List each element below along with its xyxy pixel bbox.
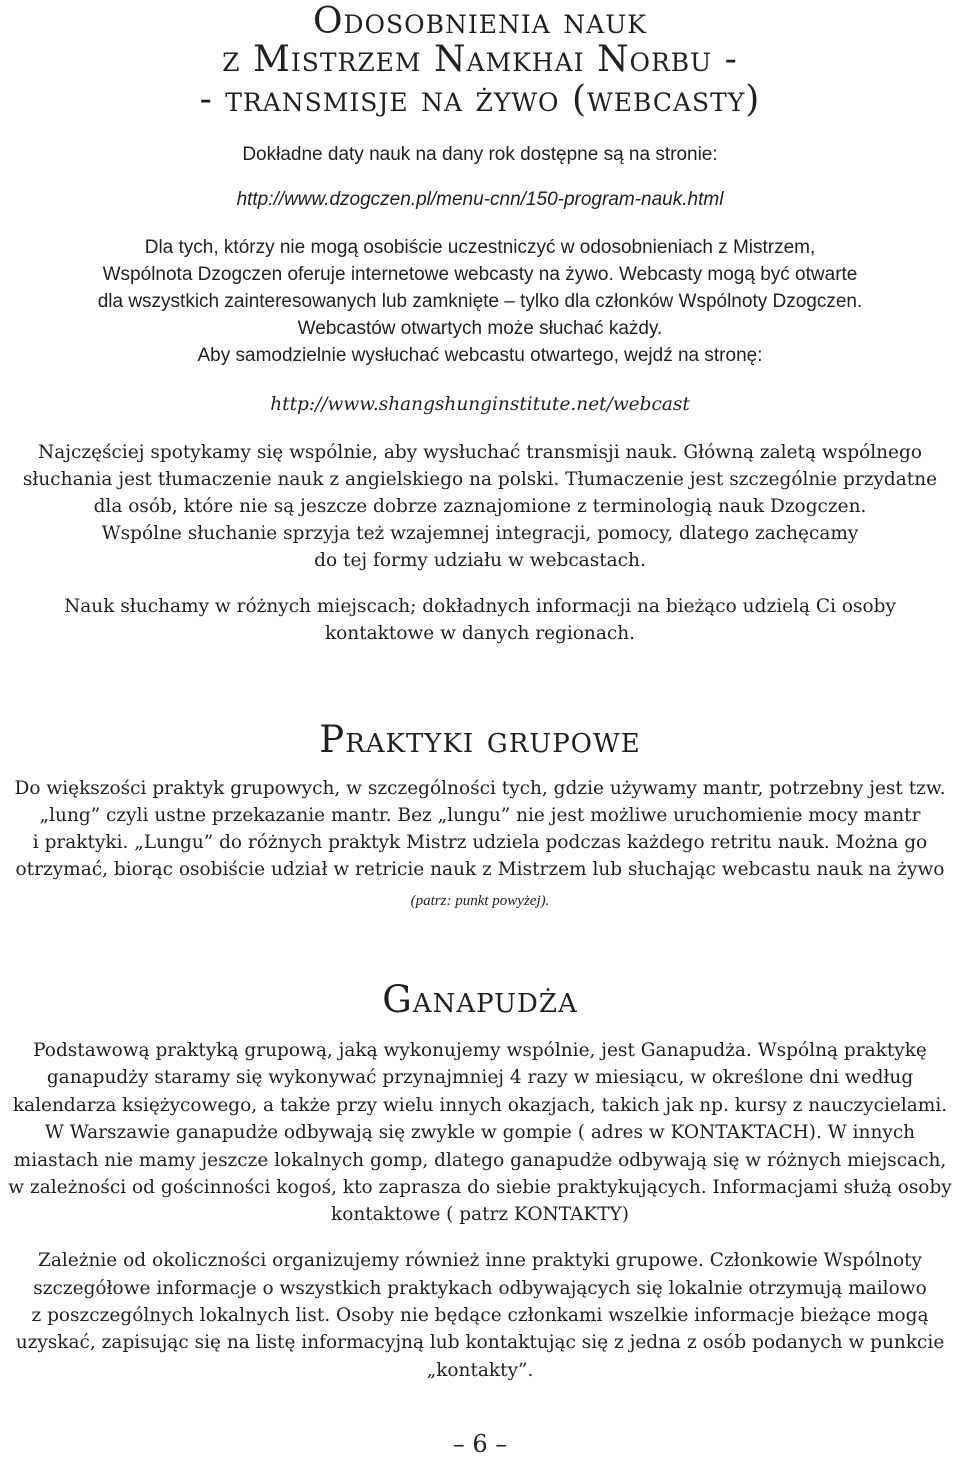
webcasts-title-line-2: z Mistrzem Namkhai Norbu - [222,39,738,80]
ganapuja-para2-line-4: uzyskać, zapisując się na listę informacyjną lub kontaktując się z jedna z osób podanych w punkcie [15,1332,945,1353]
webcasts-para2-line-1: Najczęściej spotykamy się wspólnie, aby wysłuchać transmisji nauk. Główną zaletą wspólnego [38,442,922,463]
group-practices-title: Praktyki grupowe [319,718,641,761]
webcasts-para2-line-2: słuchania jest tłumaczenie nauk z angielskiego na polski. Tłumaczenie jest szczególnie przydatne [22,469,938,490]
webcasts-para1-line-1: Dla tych, którzy nie mogą osobiście uczestniczyć w odosobnieniach z Mistrzem, [144,237,816,258]
webcasts-para2-line-3: dla osób, które nie są jeszcze dobrze zaznajomione z terminologią nauk Dzogczen. [93,496,867,517]
ganapuja-para2-line-1: Zależnie od okoliczności organizujemy również inne praktyki grupowe. Członkowie Wspólnoty [37,1250,923,1271]
group-practices-line-2: „lung” czyli ustne przekazanie mantr. Bez „lungu” nie jest możliwe uruchomienie mocy mantr [39,805,921,826]
webcasts-para2-line-5: do tej formy udziału w webcastach. [314,550,646,571]
webcasts-title-line-3: - transmisje na żywo (webcasty) [199,79,761,120]
group-practices-line-1: Do większości praktyk grupowych, w szczególności tych, gdzie używamy mantr, potrzebny jest tzw. [14,778,946,799]
ganapuja-para1-line-5: miastach nie mamy jeszcze lokalnych gomp, dlatego ganapudże odbywają się w różnych miejscach, [13,1150,947,1171]
group-practices-line-4: otrzymać, biorąc osobiście udział w retricie nauk z Mistrzem lub słuchając webcastu nauk na żywo [15,859,945,880]
webcasts-para3-line-2: kontaktowe w danych regionach. [324,623,636,644]
ganapuja-para1-line-2: ganapudży staramy się wykonywać przynajmniej 4 razy w miesiącu, w określone dni według [46,1067,914,1088]
webcasts-para1-line-4: Webcastów otwartych może słuchać każdy. [297,318,663,339]
dates-url-link[interactable]: http://www.dzogczen.pl/menu-cnn/150-program-nauk.html [236,189,724,210]
page-number: – 6 – [452,1430,508,1458]
ganapuja-para2-line-5: „kontakty”. [426,1360,534,1381]
webcasts-para2-line-4: Wspólne słuchanie sprzyja też wzajemnej integracji, pomocy, dlatego zachęcamy [101,523,859,544]
dates-note: Dokładne daty nauk na dany rok dostępne są na stronie: [242,144,718,165]
webcasts-para3-line-1: Nauk słuchamy w różnych miejscach; dokładnych informacji na bieżąco udzielą Ci osoby [64,596,896,617]
group-practices-line-3: i praktyki. „Lungu” do różnych praktyk Mistrz udziela podczas każdego retritu nauk. Można go [32,832,928,853]
webcasts-title-line-1: Odosobnienia nauk [313,1,647,42]
ganapuja-para2-line-2: szczegółowe informacje o wszystkich praktykach odbywających się lokalnie otrzymują mailowo [33,1278,927,1299]
group-practices-note: (patrz: punkt powyżej). [410,893,550,909]
webcast-url-link[interactable]: http://www.shangshunginstitute.net/webcast [270,394,690,415]
ganapuja-title: Ganapudża [382,978,578,1021]
webcasts-para1-line-5: Aby samodzielnie wysłuchać webcastu otwartego, wejdź na stronę: [197,345,763,366]
ganapuja-para1-line-6: w zależności od gościnności kogoś, kto zaprasza do siebie praktykujących. Informacjami służą osoby [8,1177,952,1198]
ganapuja-para1-line-7: kontaktowe ( patrz KONTAKTY) [330,1204,629,1225]
ganapuja-para2-line-3: z poszczególnych lokalnych list. Osoby nie będące członkami wszelkie informacje bieżące mogą [31,1305,929,1326]
ganapuja-para1-line-4: W Warszawie ganapudże odbywają się zwykle w gompie ( adres w KONTAKTACH). W innych [44,1122,916,1143]
ganapuja-para1-line-3: kalendarza księżycowego, a także przy wielu innych okazjach, takich jak np. kursy z nauczycielami. [12,1095,948,1116]
ganapuja-para1-line-1: Podstawową praktyką grupową, jaką wykonujemy wspólnie, jest Ganapudża. Wspólną praktykę [33,1040,927,1061]
webcasts-para1-line-2: Wspólnota Dzogczen oferuje internetowe webcasty na żywo. Webcasty mogą być otwarte [102,264,858,285]
webcasts-para1-line-3: dla wszystkich zainteresowanych lub zamknięte – tylko dla członków Wspólnoty Dzogczen. [97,291,863,312]
